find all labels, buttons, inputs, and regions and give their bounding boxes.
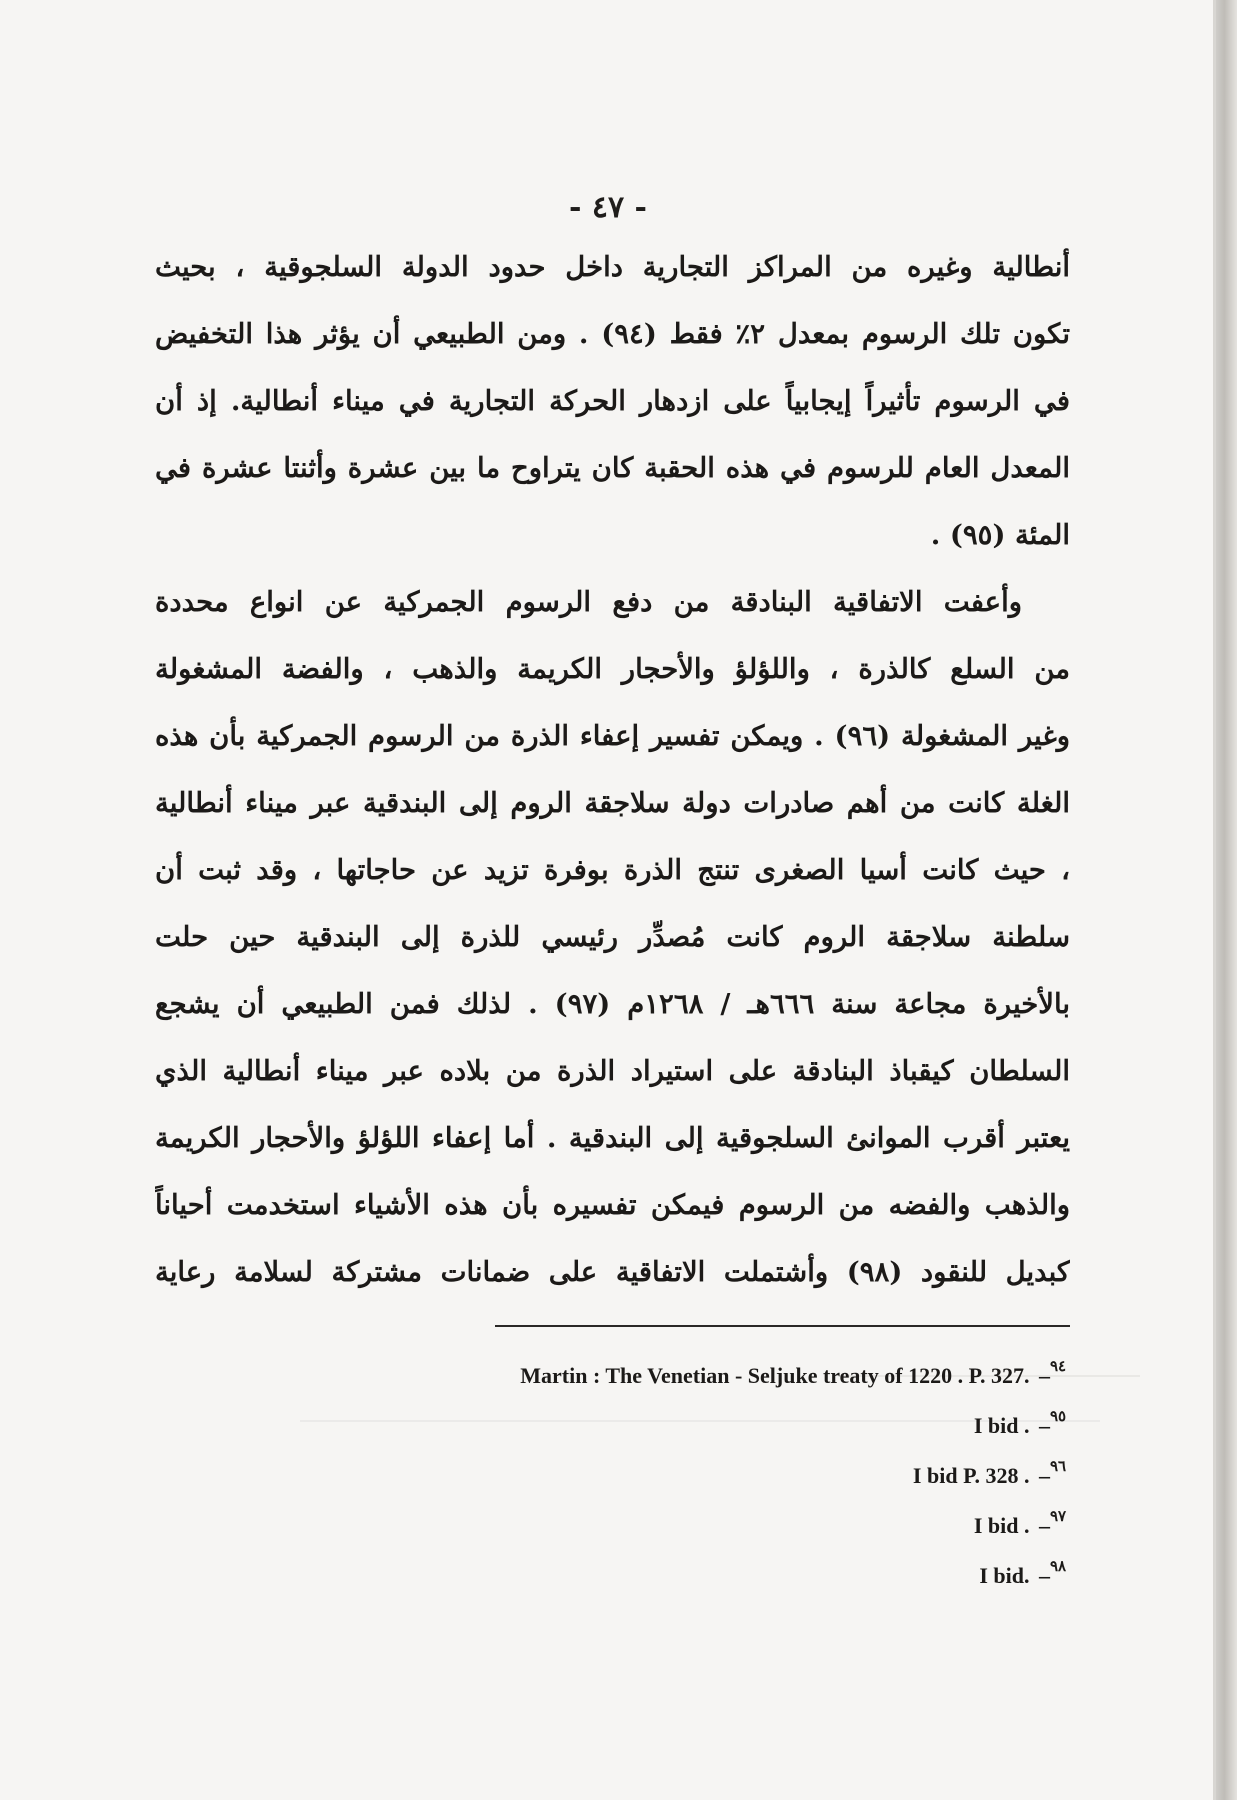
footnote-number: ٩٦ xyxy=(1050,1459,1067,1475)
footnote-text: I bid . xyxy=(973,1513,1030,1538)
footnote-text: I bid . xyxy=(973,1413,1030,1438)
paragraph-line: في الرسوم تأثيراً إيجابياً على ازدهار الحركة التجارية في ميناء أنطالية. إذ أن xyxy=(155,385,1070,417)
footnote-number: ٩٤ xyxy=(1050,1359,1067,1375)
footnote: I bid. –٩٨ xyxy=(300,1542,1070,1592)
paragraph-line: المئة (٩٥) . xyxy=(930,519,1070,551)
paragraph-line: المعدل العام للرسوم في هذه الحقبة كان يتراوح ما بين عشرة وأثنتا عشرة في xyxy=(155,452,1070,484)
paragraph-line: وغير المشغولة (٩٦) . ويمكن تفسير إعفاء الذرة من الرسوم الجمركية بأن هذه xyxy=(155,720,1070,752)
footnote-number: ٩٨ xyxy=(1050,1559,1067,1575)
footnotes xyxy=(300,1342,1070,1592)
footnote-separator xyxy=(495,1325,1070,1327)
paragraph-line: كبديل للنقود (٩٨) وأشتملت الاتفاقية على ضمانات مشتركة لسلامة رعاية xyxy=(155,1256,1070,1288)
paragraph-line: وأعفت الاتفاقية البنادقة من دفع الرسوم الجمركية عن انواع محددة xyxy=(155,586,1022,618)
paragraph-line: والذهب والفضه من الرسوم فيمكن تفسيره بأن هذه الأشياء استخدمت أحياناً xyxy=(155,1189,1070,1221)
body-text xyxy=(155,234,1070,1306)
footnote-number: ٩٧ xyxy=(1050,1509,1067,1525)
page-number: - ٤٧ - xyxy=(568,190,648,225)
paragraph-line: يعتبر أقرب الموانئ السلجوقية إلى البندقية . أما إعفاء اللؤلؤ والأحجار الكريمة xyxy=(155,1122,1070,1154)
footnote-text: I bid P. 328 . xyxy=(912,1463,1030,1488)
footnote: I bid . –٩٥ xyxy=(300,1392,1070,1442)
footnote-text: Martin : The Venetian - Seljuke treaty of 1220 . P. 327. xyxy=(520,1363,1030,1388)
paragraph-line: سلطنة سلاجقة الروم كانت مُصدِّر رئيسي للذرة إلى البندقية حين حلت xyxy=(155,921,1070,953)
paragraph-line: من السلع كالذرة ، واللؤلؤ والأحجار الكريمة والذهب ، والفضة المشغولة xyxy=(155,653,1070,685)
paragraph-line: السلطان كيقباذ البنادقة على استيراد الذرة من بلاده عبر ميناء أنطالية الذي xyxy=(155,1055,1070,1087)
page-edge-shadow xyxy=(1216,0,1237,1800)
paragraph-line: ، حيث كانت أسيا الصغرى تنتج الذرة بوفرة تزيد عن حاجاتها ، وقد ثبت أن xyxy=(155,854,1070,886)
paragraph-line: بالأخيرة مجاعة سنة ٦٦٦هـ / ١٢٦٨م (٩٧) . لذلك فمن الطبيعي أن يشجع xyxy=(155,988,1070,1020)
paragraph-line: الغلة كانت من أهم صادرات دولة سلاجقة الروم إلى البندقية عبر ميناء أنطالية xyxy=(155,787,1070,819)
footnote: I bid P. 328 . –٩٦ xyxy=(300,1442,1070,1492)
paragraph-line: تكون تلك الرسوم بمعدل ٢٪ فقط (٩٤) . ومن الطبيعي أن يؤثر هذا التخفيض xyxy=(155,318,1070,350)
footnote-number: ٩٥ xyxy=(1050,1409,1067,1425)
paragraph-line: أنطالية وغيره من المراكز التجارية داخل حدود الدولة السلجوقية ، بحيث xyxy=(155,251,1070,283)
footnote-text: I bid. xyxy=(979,1563,1030,1588)
footnote: I bid . –٩٧ xyxy=(300,1492,1070,1542)
footnote: Martin : The Venetian - Seljuke treaty of 1220 . P. 327. –٩٤ xyxy=(300,1342,1070,1392)
